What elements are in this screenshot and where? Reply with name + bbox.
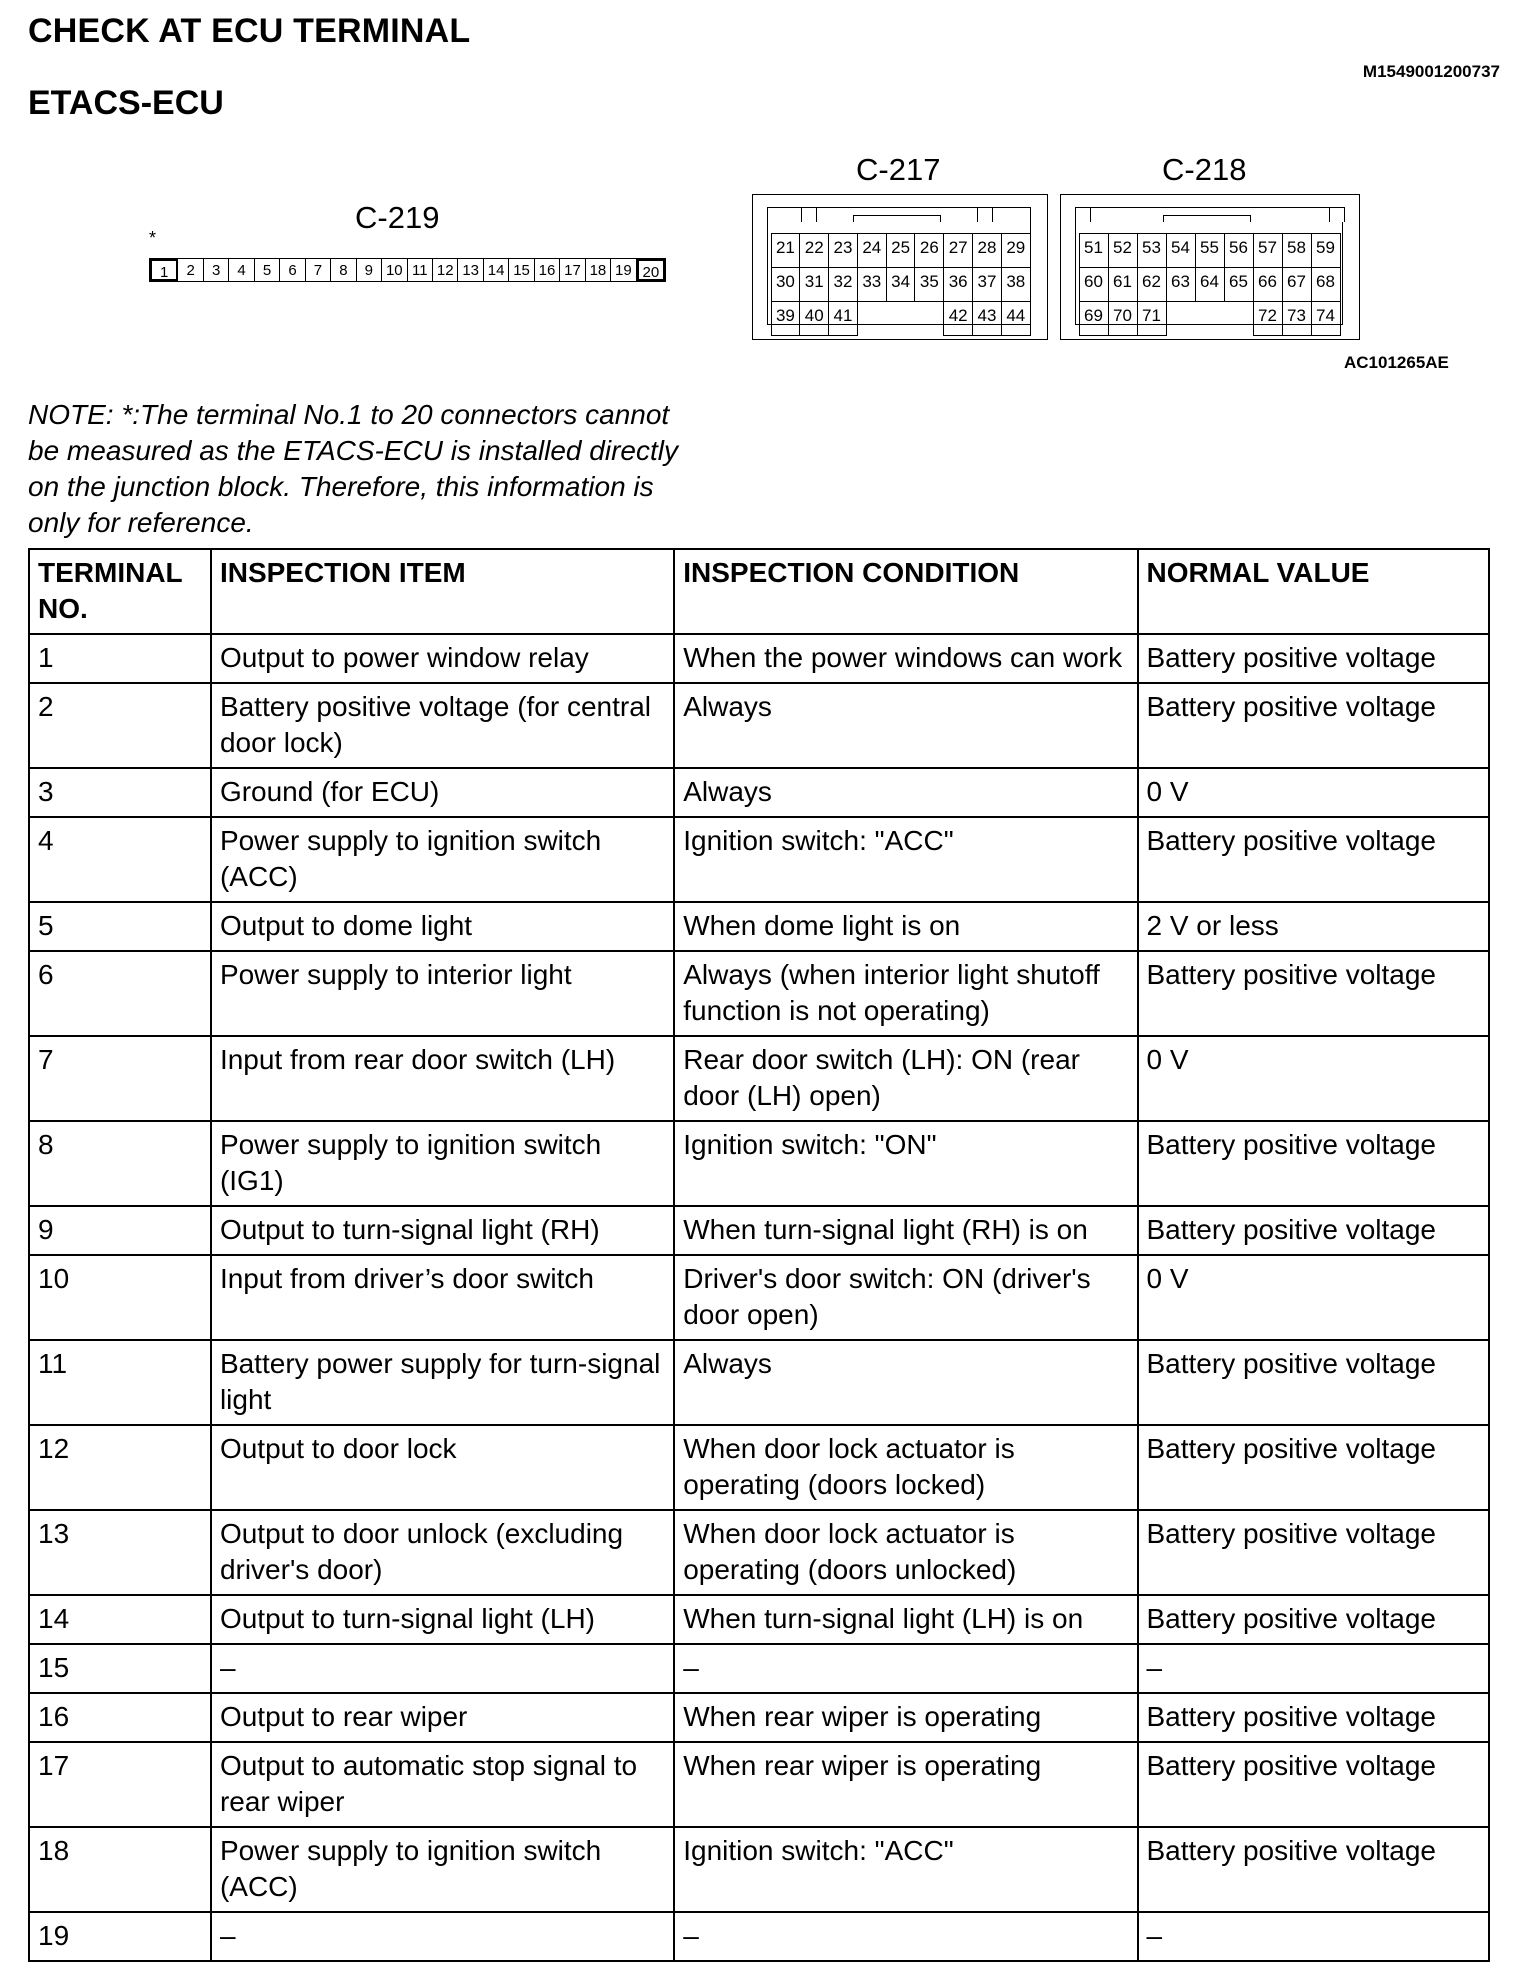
c217-latch-left: [801, 207, 817, 222]
inspection-condition-cell: When turn-signal light (RH) is on: [674, 1206, 1137, 1255]
inspection-item-cell: –: [211, 1644, 674, 1693]
inspection-condition-cell: When rear wiper is operating: [674, 1693, 1137, 1742]
inspection-item-cell: Output to dome light: [211, 902, 674, 951]
normal-value-cell: Battery positive voltage: [1138, 1827, 1490, 1912]
c218-pin: [1224, 301, 1254, 336]
terminal-no-cell: 17: [29, 1742, 211, 1827]
c217-pin: 40: [799, 301, 829, 336]
normal-value-cell: Battery positive voltage: [1138, 951, 1490, 1036]
table-row: [29, 1036, 1489, 1121]
table-row: [29, 1693, 1489, 1742]
c218-pin: 73: [1282, 301, 1312, 336]
inspection-item-cell: Output to rear wiper: [211, 1693, 674, 1742]
terminal-no-cell: 5: [29, 902, 211, 951]
normal-value-cell: Battery positive voltage: [1138, 634, 1490, 683]
c218-pin: 52: [1108, 233, 1138, 268]
inspection-item-cell: Output to automatic stop signal to rear wiper: [211, 1742, 674, 1827]
c218-pin: 68: [1311, 267, 1341, 302]
header-inspection-condition: INSPECTION CONDITION: [674, 549, 1137, 634]
c219-pin: 1: [150, 259, 178, 281]
terminal-no-cell: 4: [29, 817, 211, 902]
inspection-condition-cell: Ignition switch: "ON": [674, 1121, 1137, 1206]
normal-value-cell: Battery positive voltage: [1138, 1206, 1490, 1255]
document-id: M1549001200737: [1362, 62, 1500, 81]
table-row: [29, 1510, 1489, 1595]
page-title: CHECK AT ECU TERMINAL: [28, 12, 471, 50]
terminal-no-cell: 2: [29, 683, 211, 768]
table-row: [29, 1255, 1489, 1340]
c217-pin: 38: [1001, 267, 1031, 302]
c219-asterisk: *: [149, 228, 157, 248]
c218-pin: [1166, 301, 1196, 336]
inspection-condition-cell: When dome light is on: [674, 902, 1137, 951]
c218-key: [1163, 215, 1251, 222]
terminal-no-cell: 13: [29, 1510, 211, 1595]
c218-pin: 63: [1166, 267, 1196, 302]
note-line: be measured as the ETACS-ECU is installed directly: [28, 435, 678, 466]
c217-pin: 29: [1001, 233, 1031, 268]
inspection-condition-cell: Always: [674, 768, 1137, 817]
terminal-table: [28, 548, 1490, 1962]
c218-pin: 60: [1079, 267, 1109, 302]
terminal-no-cell: 16: [29, 1693, 211, 1742]
inspection-item-cell: Output to door lock: [211, 1425, 674, 1510]
inspection-condition-cell: When door lock actuator is operating (doors unlocked): [674, 1510, 1137, 1595]
c217-pin: 27: [943, 233, 973, 268]
c218-pin: 51: [1079, 233, 1109, 268]
c218-latch-right: [1329, 207, 1345, 222]
inspection-condition-cell: Always: [674, 683, 1137, 768]
c217-pin: 37: [972, 267, 1002, 302]
c217-pin: 25: [886, 233, 916, 268]
terminal-no-cell: 10: [29, 1255, 211, 1340]
c219-pin: 11: [408, 259, 433, 281]
inspection-item-cell: Input from rear door switch (LH): [211, 1036, 674, 1121]
c218-pin: 59: [1311, 233, 1341, 268]
inspection-condition-cell: –: [674, 1644, 1137, 1693]
inspection-item-cell: Output to power window relay: [211, 634, 674, 683]
c219-pin: 19: [611, 259, 636, 281]
c218-pin: 65: [1224, 267, 1254, 302]
c217-pin-grid: [771, 233, 1030, 335]
inspection-condition-cell: Always (when interior light shutoff function is not operating): [674, 951, 1137, 1036]
c218-pin: 58: [1282, 233, 1312, 268]
terminal-no-cell: 12: [29, 1425, 211, 1510]
c218-pin: 70: [1108, 301, 1138, 336]
inspection-item-cell: Output to door unlock (excluding driver's door): [211, 1510, 674, 1595]
c217-pin: 24: [857, 233, 887, 268]
c218-pin: 72: [1253, 301, 1283, 336]
inspection-condition-cell: Rear door switch (LH): ON (rear door (LH) open): [674, 1036, 1137, 1121]
inspection-item-cell: Ground (for ECU): [211, 768, 674, 817]
table-row: [29, 951, 1489, 1036]
normal-value-cell: Battery positive voltage: [1138, 1510, 1490, 1595]
inspection-item-cell: Input from driver’s door switch: [211, 1255, 674, 1340]
normal-value-cell: Battery positive voltage: [1138, 1742, 1490, 1827]
c219-pin: 4: [229, 259, 254, 281]
c218-pin: 56: [1224, 233, 1254, 268]
inspection-item-cell: Power supply to ignition switch (IG1): [211, 1121, 674, 1206]
c217-pin: 28: [972, 233, 1002, 268]
table-row: [29, 1121, 1489, 1206]
terminal-no-cell: 6: [29, 951, 211, 1036]
c217-pin: 31: [799, 267, 829, 302]
inspection-item-cell: Output to turn-signal light (LH): [211, 1595, 674, 1644]
table-row: [29, 817, 1489, 902]
c219-pin: 9: [357, 259, 382, 281]
terminal-no-cell: 11: [29, 1340, 211, 1425]
table-row: [29, 683, 1489, 768]
inspection-condition-cell: –: [674, 1912, 1137, 1961]
inspection-item-cell: –: [211, 1912, 674, 1961]
table-row: [29, 1644, 1489, 1693]
terminal-no-cell: 8: [29, 1121, 211, 1206]
normal-value-cell: Battery positive voltage: [1138, 1121, 1490, 1206]
c219-pin: 7: [306, 259, 331, 281]
c217-pin: [857, 301, 887, 336]
inspection-condition-cell: When rear wiper is operating: [674, 1742, 1137, 1827]
c217-pin: 35: [914, 267, 944, 302]
normal-value-cell: 0 V: [1138, 1036, 1490, 1121]
c218-pin: 54: [1166, 233, 1196, 268]
section-title: ETACS-ECU: [28, 84, 224, 122]
table-row: [29, 1206, 1489, 1255]
c219-pin: 8: [331, 259, 356, 281]
table-row: [29, 1425, 1489, 1510]
normal-value-cell: Battery positive voltage: [1138, 817, 1490, 902]
note-text: [28, 397, 788, 541]
c218-pin: 74: [1311, 301, 1341, 336]
c217-pin: [886, 301, 916, 336]
c217-pin: 22: [799, 233, 829, 268]
c218-pin: 53: [1137, 233, 1167, 268]
c218-pin: 55: [1195, 233, 1225, 268]
table-row: [29, 768, 1489, 817]
c218-pin-grid: [1079, 233, 1340, 335]
c218-pin: 66: [1253, 267, 1283, 302]
c218-pin: 62: [1137, 267, 1167, 302]
c217-pin: 32: [828, 267, 858, 302]
c218-pin: 57: [1253, 233, 1283, 268]
note-line: only for reference.: [28, 507, 254, 538]
inspection-item-cell: Power supply to ignition switch (ACC): [211, 817, 674, 902]
c217-pin: 36: [943, 267, 973, 302]
c218-pin: 71: [1137, 301, 1167, 336]
c217-key: [853, 215, 941, 222]
c219-pin: 17: [560, 259, 585, 281]
c218-pin: 69: [1079, 301, 1109, 336]
table-row: [29, 1595, 1489, 1644]
terminal-no-cell: 18: [29, 1827, 211, 1912]
normal-value-cell: Battery positive voltage: [1138, 1693, 1490, 1742]
c219-pin: 2: [178, 259, 203, 281]
c219-pin: 6: [280, 259, 305, 281]
c219-pin: 3: [204, 259, 229, 281]
terminal-no-cell: 15: [29, 1644, 211, 1693]
normal-value-cell: Battery positive voltage: [1138, 683, 1490, 768]
normal-value-cell: –: [1138, 1644, 1490, 1693]
c219-label: C-219: [355, 200, 440, 235]
table-row: [29, 1742, 1489, 1827]
inspection-condition-cell: Ignition switch: "ACC": [674, 1827, 1137, 1912]
terminal-no-cell: 7: [29, 1036, 211, 1121]
inspection-condition-cell: Always: [674, 1340, 1137, 1425]
normal-value-cell: Battery positive voltage: [1138, 1595, 1490, 1644]
c219-pin: 16: [535, 259, 560, 281]
note-line: on the junction block. Therefore, this information is: [28, 471, 654, 502]
inspection-item-cell: Power supply to interior light: [211, 951, 674, 1036]
normal-value-cell: Battery positive voltage: [1138, 1340, 1490, 1425]
inspection-item-cell: Output to turn-signal light (RH): [211, 1206, 674, 1255]
c217-pin: 33: [857, 267, 887, 302]
figure-id: AC101265AE: [1344, 353, 1449, 372]
c219-pin: 10: [382, 259, 407, 281]
c217-pin: 41: [828, 301, 858, 336]
inspection-item-cell: Battery positive voltage (for central door lock): [211, 683, 674, 768]
c217-pin: 23: [828, 233, 858, 268]
normal-value-cell: 2 V or less: [1138, 902, 1490, 951]
c218-pin: 64: [1195, 267, 1225, 302]
c217-label: C-217: [856, 152, 941, 187]
inspection-item-cell: Power supply to ignition switch (ACC): [211, 1827, 674, 1912]
c218-pin: 61: [1108, 267, 1138, 302]
table-header-row: [29, 549, 1489, 634]
inspection-item-cell: Battery power supply for turn-signal light: [211, 1340, 674, 1425]
inspection-condition-cell: Driver's door switch: ON (driver's door open): [674, 1255, 1137, 1340]
table-row: [29, 1912, 1489, 1961]
terminal-no-cell: 3: [29, 768, 211, 817]
c219-pin: 5: [255, 259, 280, 281]
header-inspection-item: INSPECTION ITEM: [211, 549, 674, 634]
c219-pin: 12: [433, 259, 458, 281]
c218-label: C-218: [1162, 152, 1247, 187]
c219-pin: 13: [458, 259, 483, 281]
inspection-condition-cell: When the power windows can work: [674, 634, 1137, 683]
c217-pin: 39: [771, 301, 801, 336]
c219-pin: 15: [509, 259, 534, 281]
c217-connector: [752, 194, 1048, 340]
c217-pin: 43: [972, 301, 1002, 336]
c218-latch-left: [1075, 207, 1091, 222]
table-row: [29, 902, 1489, 951]
c219-pin: 18: [586, 259, 611, 281]
c217-pin: 26: [914, 233, 944, 268]
terminal-no-cell: 1: [29, 634, 211, 683]
normal-value-cell: 0 V: [1138, 768, 1490, 817]
normal-value-cell: Battery positive voltage: [1138, 1425, 1490, 1510]
c218-pin: [1195, 301, 1225, 336]
inspection-condition-cell: When door lock actuator is operating (doors locked): [674, 1425, 1137, 1510]
c217-latch-right: [977, 207, 993, 222]
terminal-no-cell: 9: [29, 1206, 211, 1255]
c219-pin: 14: [484, 259, 509, 281]
c218-pin: 67: [1282, 267, 1312, 302]
c217-pin: 34: [886, 267, 916, 302]
header-normal-value: NORMAL VALUE: [1138, 549, 1490, 634]
terminal-no-cell: 19: [29, 1912, 211, 1961]
c219-pin: 20: [637, 259, 665, 281]
inspection-condition-cell: When turn-signal light (LH) is on: [674, 1595, 1137, 1644]
c217-pin: 42: [943, 301, 973, 336]
c218-connector: [1060, 194, 1360, 340]
table-row: [29, 1827, 1489, 1912]
c217-pin: 44: [1001, 301, 1031, 336]
header-terminal-no: TERMINAL NO.: [29, 549, 211, 634]
inspection-condition-cell: Ignition switch: "ACC": [674, 817, 1137, 902]
c217-pin: 21: [771, 233, 801, 268]
table-row: [29, 1340, 1489, 1425]
normal-value-cell: 0 V: [1138, 1255, 1490, 1340]
table-row: [29, 634, 1489, 683]
c219-connector: [149, 258, 666, 282]
terminal-no-cell: 14: [29, 1595, 211, 1644]
normal-value-cell: –: [1138, 1912, 1490, 1961]
c217-pin: 30: [771, 267, 801, 302]
c217-pin: [914, 301, 944, 336]
note-line: NOTE: *:The terminal No.1 to 20 connectors cannot: [28, 399, 670, 430]
